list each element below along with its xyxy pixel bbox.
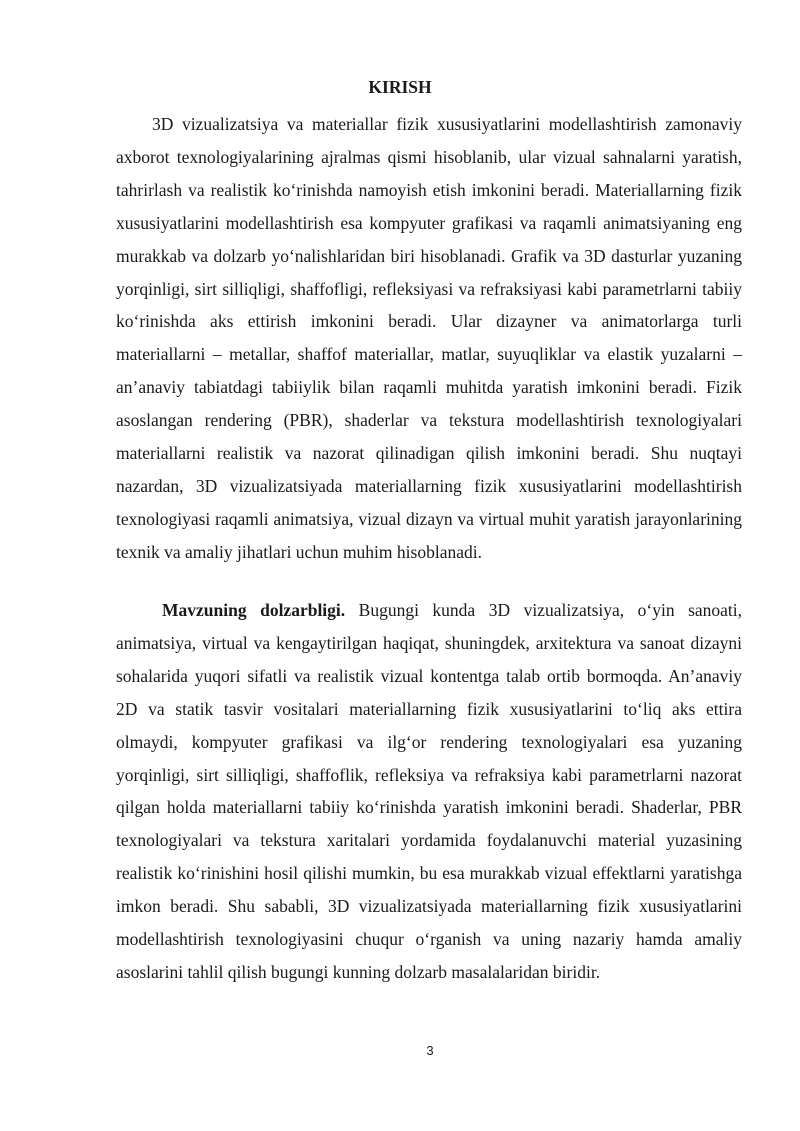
- intro-paragraph: 3D vizualizatsiya va materiallar fizik xususiyatlarini modellashtirish zamonaviy axborot texnologiyalarining ajralmas qismi hisoblanib, ular vizual sahnalarni yaratish, tahrirlash va realistik ko‘rinishda namoyish etish imkonini beradi. Materiallarning fizik xususiyatlarini modellashtirish esa kompyuter grafikasi va raqamli animatsiyaning eng murakkab va dolzarb yo‘nalishlaridan biri hisoblanadi. Grafik va 3D dasturlar yuzaning yorqinligi, sirt silliqligi, shaffofligi, refleksiyasi va refraksiyasi kabi parametrlarni tabiiy ko‘rinishda aks ettirish imkonini beradi. Ular dizayner va animatorlarga turli materiallarni – metallar, shaffof materiallar, matlar, suyuqliklar va elastik yuzalarni – an’anaviy tabiatdagi tabiiylik bilan raqamli muhitda yaratish imkonini beradi. Fizik asoslangan rendering (PBR), shaderlar va tekstura modellashtirish texnologiyalari materiallarni realistik va nazorat qilinadigan qilish imkonini beradi. Shu nuqtayi nazardan, 3D vizualizatsiyada materiallarning fizik xususiyatlarini modellashtirish texnologiyasi raqamli animatsiya, vizual dizayn va virtual muhit yaratish jarayonlarining texnik va amaliy jihatlari uchun muhim hisoblanadi.: [116, 114, 742, 562]
- page-number: 3: [426, 1043, 434, 1058]
- relevance-paragraph: [116, 594, 742, 989]
- relevance-lead: Mavzuning dolzarbligi.: [162, 600, 346, 620]
- relevance-text: Bugungi kunda 3D vizualizatsiya, o‘yin sanoati, animatsiya, virtual va kengaytirilgan haqiqat, shuningdek, arxitektura va sanoat dizayni sohalarida yuqori sifatli va realistik vizual kontentga talab ortib bormoqda. An’anaviy 2D va statik tasvir vositalari materiallarning fizik xususiyatlarini to‘liq aks ettira olmaydi, kompyuter grafikasi va ilg‘or rendering texnologiyalari esa yuzaning yorqinligi, sirt silliqligi, shaffoflik, refleksiya va refraksiya kabi parametrlarni nazorat qilgan holda materiallarni tabiiy ko‘rinishda yaratish imkonini beradi. Shaderlar, PBR texnologiyalari va tekstura xaritalari yordamida foydalanuvchi material yuzasining realistik ko‘rinishini hosil qilishi mumkin, bu esa murakkab vizual effektlarni yaratishga imkon beradi. Shu sababli, 3D vizualizatsiyada materiallarning fizik xususiyatlarini modellashtirish texnologiyasini chuqur o‘rganish va uning nazariy hamda amaliy asoslarini tahlil qilish bugungi kunning dolzarb masalalaridan biridir.: [116, 600, 743, 982]
- section-heading: KIRISH: [368, 77, 432, 97]
